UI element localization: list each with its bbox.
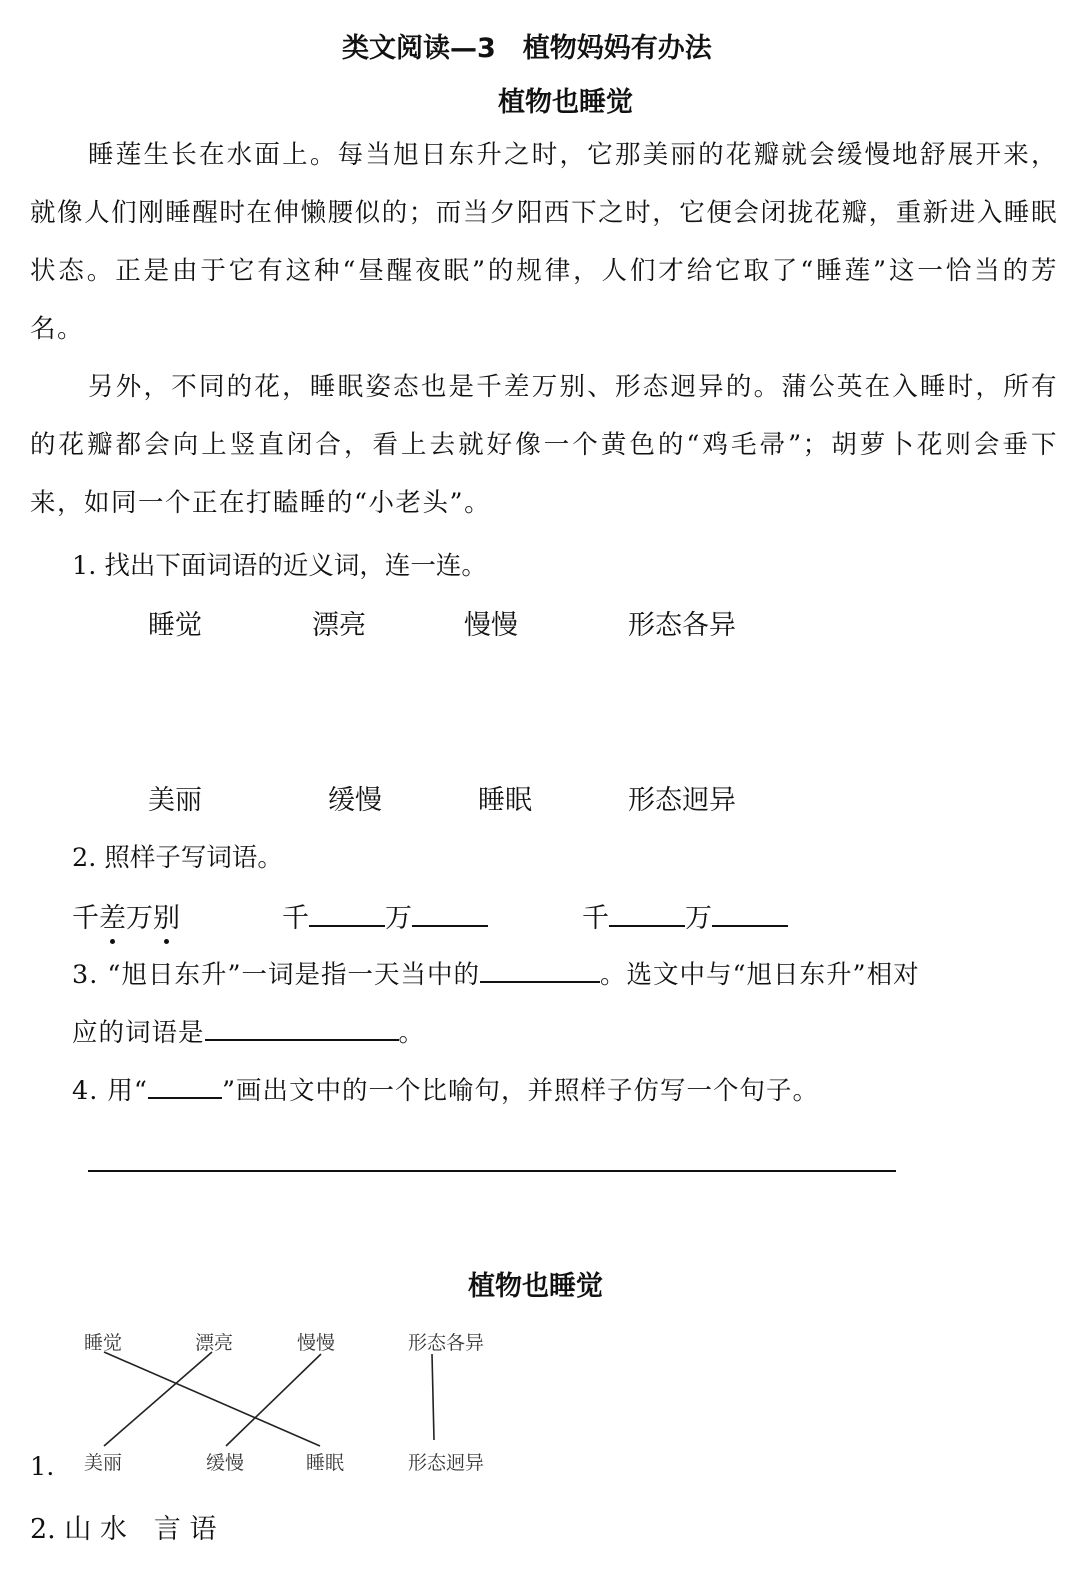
q1-top-word[interactable]: 漂亮 [312,610,366,641]
answer-top-word: 睡觉 [84,1332,123,1354]
fixed-char: 万 [385,903,412,934]
q3-text: 。选文中与“旭日东升”相对 [600,960,920,990]
q1-top-word[interactable]: 睡觉 [148,610,202,641]
match-line [432,1354,434,1440]
example-char-dotted: 别 [153,903,180,934]
fixed-char: 千 [582,903,609,934]
q4-text: ”画出文中的一个比喻句，并照样子仿写一个句子。 [221,1076,820,1106]
answer-bottom-word: 美丽 [84,1452,123,1474]
fixed-char: 万 [685,903,712,934]
passage-paragraph-2: 另外，不同的花，睡眠姿态也是千差万别、形态迥异的。蒲公英在入睡时，所有的花瓣都会向上竖直闭合，看上去就好像一个黄色的“鸡毛帚”；胡萝卜花则会垂下来，如同一个正在打瞌睡的“小老头”。 [30,372,1058,518]
answer-bottom-word: 形态迥异 [408,1452,485,1474]
q3-text: 应的词语是 [72,1018,205,1048]
example-char: 千 [72,903,99,934]
answer-1-label: 1. [30,1452,55,1482]
q3-text: 。 [398,1018,426,1048]
q3-text: 3. “旭日东升”一词是指一天当中的 [72,960,481,990]
q1-bottom-word[interactable]: 缓慢 [328,785,382,816]
example-char-dotted: 差 [99,903,126,934]
match-line [104,1352,320,1446]
answer-bottom-word: 睡眠 [306,1452,345,1474]
answer-2: 2. 山 水 言 语 [30,1514,217,1545]
match-line [104,1352,212,1446]
page-title: 类文阅读—3 植物妈妈有办法 [342,33,712,64]
passage-title: 植物也睡觉 [498,87,633,118]
q1-top-word[interactable]: 慢慢 [464,610,518,641]
passage-paragraph-1: 睡莲生长在水面上。每当旭日东升之时，它那美丽的花瓣就会缓慢地舒展开来，就像人们刚睡醒时在伸懒腰似的；而当夕阳西下之时，它便会闭拢花瓣，重新进入睡眠状态。正是由于它有这种“昼醒夜眠”的规律，人们才给它取了“睡莲”这一恰当的芳名。 [30,140,1058,344]
fixed-char: 千 [282,903,309,934]
q1-bottom-word[interactable]: 美丽 [148,785,202,816]
answer-top-word: 慢慢 [297,1332,336,1354]
match-line [226,1354,321,1446]
question-2: 2. 照样子写词语。 [72,843,283,873]
answer-bottom-word: 缓慢 [206,1452,245,1474]
example-char: 万 [126,903,153,934]
q1-bottom-word[interactable]: 形态迥异 [628,785,736,816]
answer-top-word: 形态各异 [408,1332,485,1354]
q1-top-word[interactable]: 形态各异 [628,610,736,641]
question-1: 1. 找出下面词语的近义词，连一连。 [72,551,487,581]
answer-title: 植物也睡觉 [468,1271,603,1302]
answer-top-word: 漂亮 [195,1332,234,1354]
q4-text: 4. 用“ [72,1076,148,1106]
q1-bottom-word[interactable]: 睡眠 [478,785,532,816]
